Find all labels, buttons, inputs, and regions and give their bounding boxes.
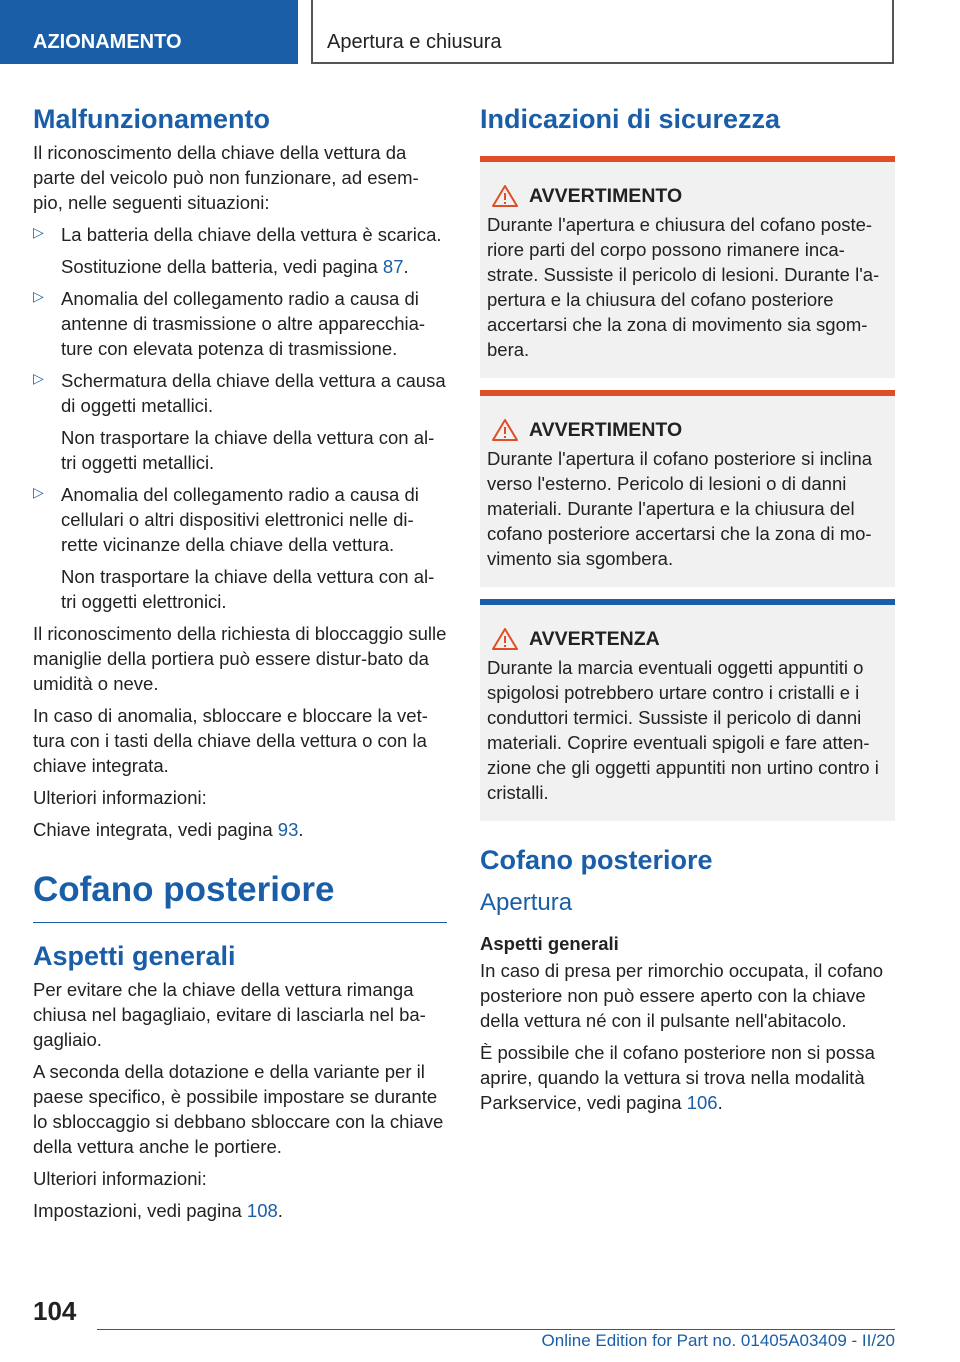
list-item-sub-text: Sostituzione della batteria, vedi pagina — [61, 256, 383, 277]
page-link-108[interactable]: 108 — [246, 1200, 278, 1221]
more-info-label: Ulteriori informazioni: — [33, 787, 207, 808]
list-item — [33, 482, 447, 614]
notice-box — [480, 599, 895, 821]
warning-box — [480, 390, 895, 587]
list-item-sub: Non trasportare la chiave della vettura con al-tri oggetti metallici. — [61, 427, 435, 473]
warning-label: AVVERTIMENTO — [529, 419, 683, 441]
footer-edition: Online Edition for Part no. 01405A03409 - II/20 — [541, 1331, 895, 1350]
paragraph: In caso di anomalia, sbloccare e bloccare la vet-tura con i tasti della chiave della vettura o con la chiave integrata. — [33, 705, 428, 776]
reference-line — [33, 1198, 447, 1223]
notice-title — [487, 625, 888, 653]
warning-text: Durante l'apertura il cofano posteriore si inclina verso l'esterno. Pericolo di lesioni o di danni materiali. Durante l'apertura e la chiusura del cofano posteriore accertarsi che la zona di mo-vimento sia sgombera. — [487, 448, 873, 569]
warning-box — [480, 156, 895, 378]
warning-triangle-icon — [491, 184, 519, 208]
paragraph: Il riconoscimento della richiesta di bloccaggio sulle maniglie della portiera può essere distur-bato da umidità o neve. — [33, 623, 447, 694]
header-section — [0, 0, 298, 64]
malfunction-intro: Il riconoscimento della chiave della vettura da parte del veicolo può non funzionare, ad esem-pio, nelle seguenti situazioni: — [33, 142, 419, 213]
more-info-label: Ulteriori informazioni: — [33, 1168, 207, 1189]
paragraph — [480, 1040, 895, 1115]
list-item-sub — [61, 254, 447, 279]
malfunction-list — [33, 222, 447, 614]
malfunction-heading: Malfunzionamento — [33, 104, 270, 134]
list-item-text: Anomalia del collegamento radio a causa di cellulari o altri dispositivi elettronici nelle di-rette vicinanze della chiave della vettura. — [61, 484, 419, 555]
punct: . — [403, 256, 409, 277]
page-link-93[interactable]: 93 — [277, 819, 299, 840]
list-item — [33, 222, 447, 279]
general-aspects-heading: Aspetti generali — [33, 941, 236, 971]
paragraph: In caso di presa per rimorchio occupata, il cofano posteriore non può essere aperto con la chiave della vettura né con il pulsante nell'abitacolo. — [480, 960, 884, 1031]
triangle-bullet-icon: ▷ — [33, 370, 44, 386]
paragraph-text: È possibile che il cofano posteriore non si possa aprire, quando la vettura si trova nella modalità Parkservice, vedi pagina — [480, 1042, 875, 1113]
punct: . — [717, 1092, 723, 1113]
left-column — [33, 100, 447, 1230]
general-aspects-subheading: Aspetti generali — [480, 933, 619, 954]
list-item-sub: Non trasportare la chiave della vettura con al-tri oggetti elettronici. — [61, 566, 435, 612]
paragraph: A seconda della dotazione e della variante per il paese specifico, è possibile impostare se durante lo sbloccaggio si debbano sbloccare con la chiave della vettura anche le portiere. — [33, 1061, 444, 1157]
list-item — [33, 286, 447, 361]
warning-label: AVVERTIMENTO — [529, 185, 683, 207]
paragraph: Per evitare che la chiave della vettura rimanga chiusa nel bagagliaio, evitare di lasciarla nel ba-gagliaio. — [33, 979, 426, 1050]
page-link-106[interactable]: 106 — [686, 1092, 718, 1113]
warning-title — [487, 416, 888, 444]
list-item-text: Anomalia del collegamento radio a causa di antenne di trasmissione o altre apparecchia-ture con elevata potenza di trasmissione. — [61, 288, 426, 359]
header-section-label: AZIONAMENTO — [33, 31, 182, 53]
reference-text: Impostazioni, vedi pagina — [33, 1200, 247, 1221]
footer-divider — [97, 1329, 895, 1330]
page-link-87[interactable]: 87 — [382, 256, 404, 277]
list-item — [33, 368, 447, 475]
right-column — [480, 100, 895, 1122]
reference-text: Chiave integrata, vedi pagina — [33, 819, 278, 840]
safety-heading: Indicazioni di sicurezza — [480, 104, 781, 134]
reference-line — [33, 817, 447, 842]
warning-text: Durante l'apertura e chiusura del cofano poste-riore parti del corpo possono rimanere inca-strate. Sussiste il pericolo di lesioni. Durante l'a-pertura e la chiusura del cofano posteriore accertarsi che la zona di movimento sia sgom-bera. — [487, 214, 880, 360]
warning-triangle-icon — [491, 418, 519, 442]
triangle-bullet-icon: ▷ — [33, 288, 44, 304]
notice-label: AVVERTENZA — [529, 628, 660, 650]
warning-title — [487, 182, 888, 210]
punct: . — [277, 1200, 283, 1221]
caution-triangle-icon — [491, 627, 519, 651]
cofano-heading: Cofano posteriore — [480, 845, 713, 875]
section-heading-cofano: Cofano posteriore — [33, 862, 447, 923]
header-topic — [311, 0, 894, 64]
list-item-text: La batteria della chiave della vettura è scarica. — [61, 224, 442, 245]
triangle-bullet-icon: ▷ — [33, 484, 44, 500]
list-item-text: Schermatura della chiave della vettura a causa di oggetti metallici. — [61, 370, 446, 416]
page-number: 104 — [33, 1296, 77, 1326]
notice-text: Durante la marcia eventuali oggetti appuntiti o spigolosi potrebbero urtare contro i cristalli e i conduttori termici. Sussiste il pericolo di danni materiali. Coprire eventuali spigoli e fare atten-zione che gli oggetti appuntiti non urtino contro i cristalli. — [487, 657, 879, 803]
triangle-bullet-icon: ▷ — [33, 224, 44, 240]
opening-heading: Apertura — [480, 889, 573, 916]
header-topic-label: Apertura e chiusura — [327, 31, 502, 53]
punct: . — [298, 819, 304, 840]
